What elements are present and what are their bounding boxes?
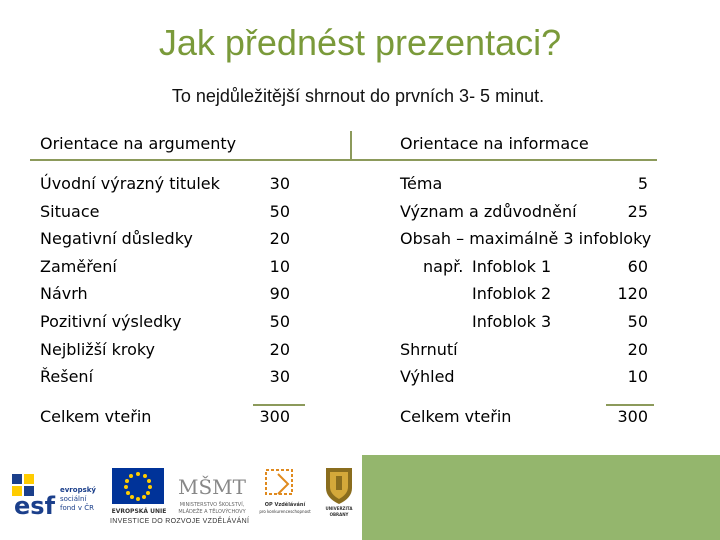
esf-logo-wordmark: esf [14,492,56,520]
left-row-value: 30 [269,174,290,193]
left-sum-line [253,404,305,406]
right-row-value: 10 [627,367,648,386]
right-row-label: Infoblok 2 [472,284,552,303]
left-row-value: 20 [269,229,290,248]
footer-caption: INVESTICE DO ROZVOJE VZDĚLÁVÁNÍ [110,518,250,525]
right-total-label: Celkem vteřin [400,407,512,426]
right-total-value: 300 [617,407,648,426]
university-crest-logo [318,464,360,518]
left-row-value: 20 [269,340,290,359]
right-sum-line [606,404,654,406]
left-row-value: 90 [269,284,290,303]
university-line2: OBRANY [329,512,349,517]
msmt-logo-wordmark: MŠMT [178,475,246,499]
right-row-value: 50 [627,312,648,331]
column-divider-vertical [350,131,352,161]
right-row-value: 5 [637,174,648,193]
esf-logo-line2: sociální [60,495,87,503]
left-row-value: 50 [269,312,290,331]
left-row-label: Pozitivní výsledky [40,312,182,331]
left-row-label: Zaměření [40,257,117,276]
esf-logo [10,470,105,520]
left-row-label: Negativní důsledky [40,229,193,248]
esf-logo-line3: fond v ČR [60,504,94,512]
left-row-value: 10 [269,257,290,276]
left-row-value: 30 [269,367,290,386]
right-row-label: Téma [400,174,443,193]
slide-subtitle: To nejdůležitější shrnout do prvních 3- 5 minut. [171,86,545,106]
right-row-value: 25 [627,202,648,221]
left-row-value: 50 [269,202,290,221]
header-divider-horizontal [30,159,657,161]
right-row-label: Shrnutí [400,340,458,359]
university-line1: UNIVERZITA [325,506,353,511]
eu-flag-logo [108,466,170,516]
right-row-label: Význam a zdůvodnění [400,202,577,221]
right-row-label: Infoblok 3 [472,312,552,331]
eu-flag-label: EVROPSKÁ UNIE [111,508,167,515]
right-row-value: 120 [617,284,648,303]
left-row-label: Řešení [40,367,94,386]
left-total-label: Celkem vteřin [40,407,152,426]
right-column-header: Orientace na informace [400,134,589,153]
right-row-label: Výhled [400,367,455,386]
msmt-logo-line2: MLÁDEŽE A TĚLOVÝCHOVY [178,509,246,515]
right-row-label: Obsah – maximálně 3 infobloky [400,229,652,248]
esf-logo-line1: evropský [60,486,96,494]
left-column-header: Orientace na argumenty [40,134,237,153]
left-row-label: Situace [40,202,100,221]
left-row-label: Nejbližší kroky [40,340,156,359]
right-row-label: Infoblok 1 [472,257,552,276]
right-row-value: 20 [627,340,648,359]
left-row-label: Úvodní výrazný titulek [40,174,220,193]
left-row-label: Návrh [40,284,88,303]
op-vk-line1: OP Vzdělávání [264,502,306,508]
msmt-logo-line1: MINISTERSTVO ŠKOLSTVÍ, [179,502,245,508]
right-row-prefix: např. [423,257,464,276]
slide-title: Jak přednést prezentaci? [158,22,562,63]
op-vk-line2: pro konkurenceschopnost [259,509,311,514]
op-vk-logo [254,464,316,518]
left-total-value: 300 [259,407,290,426]
msmt-logo [172,464,252,518]
right-row-value: 60 [627,257,648,276]
